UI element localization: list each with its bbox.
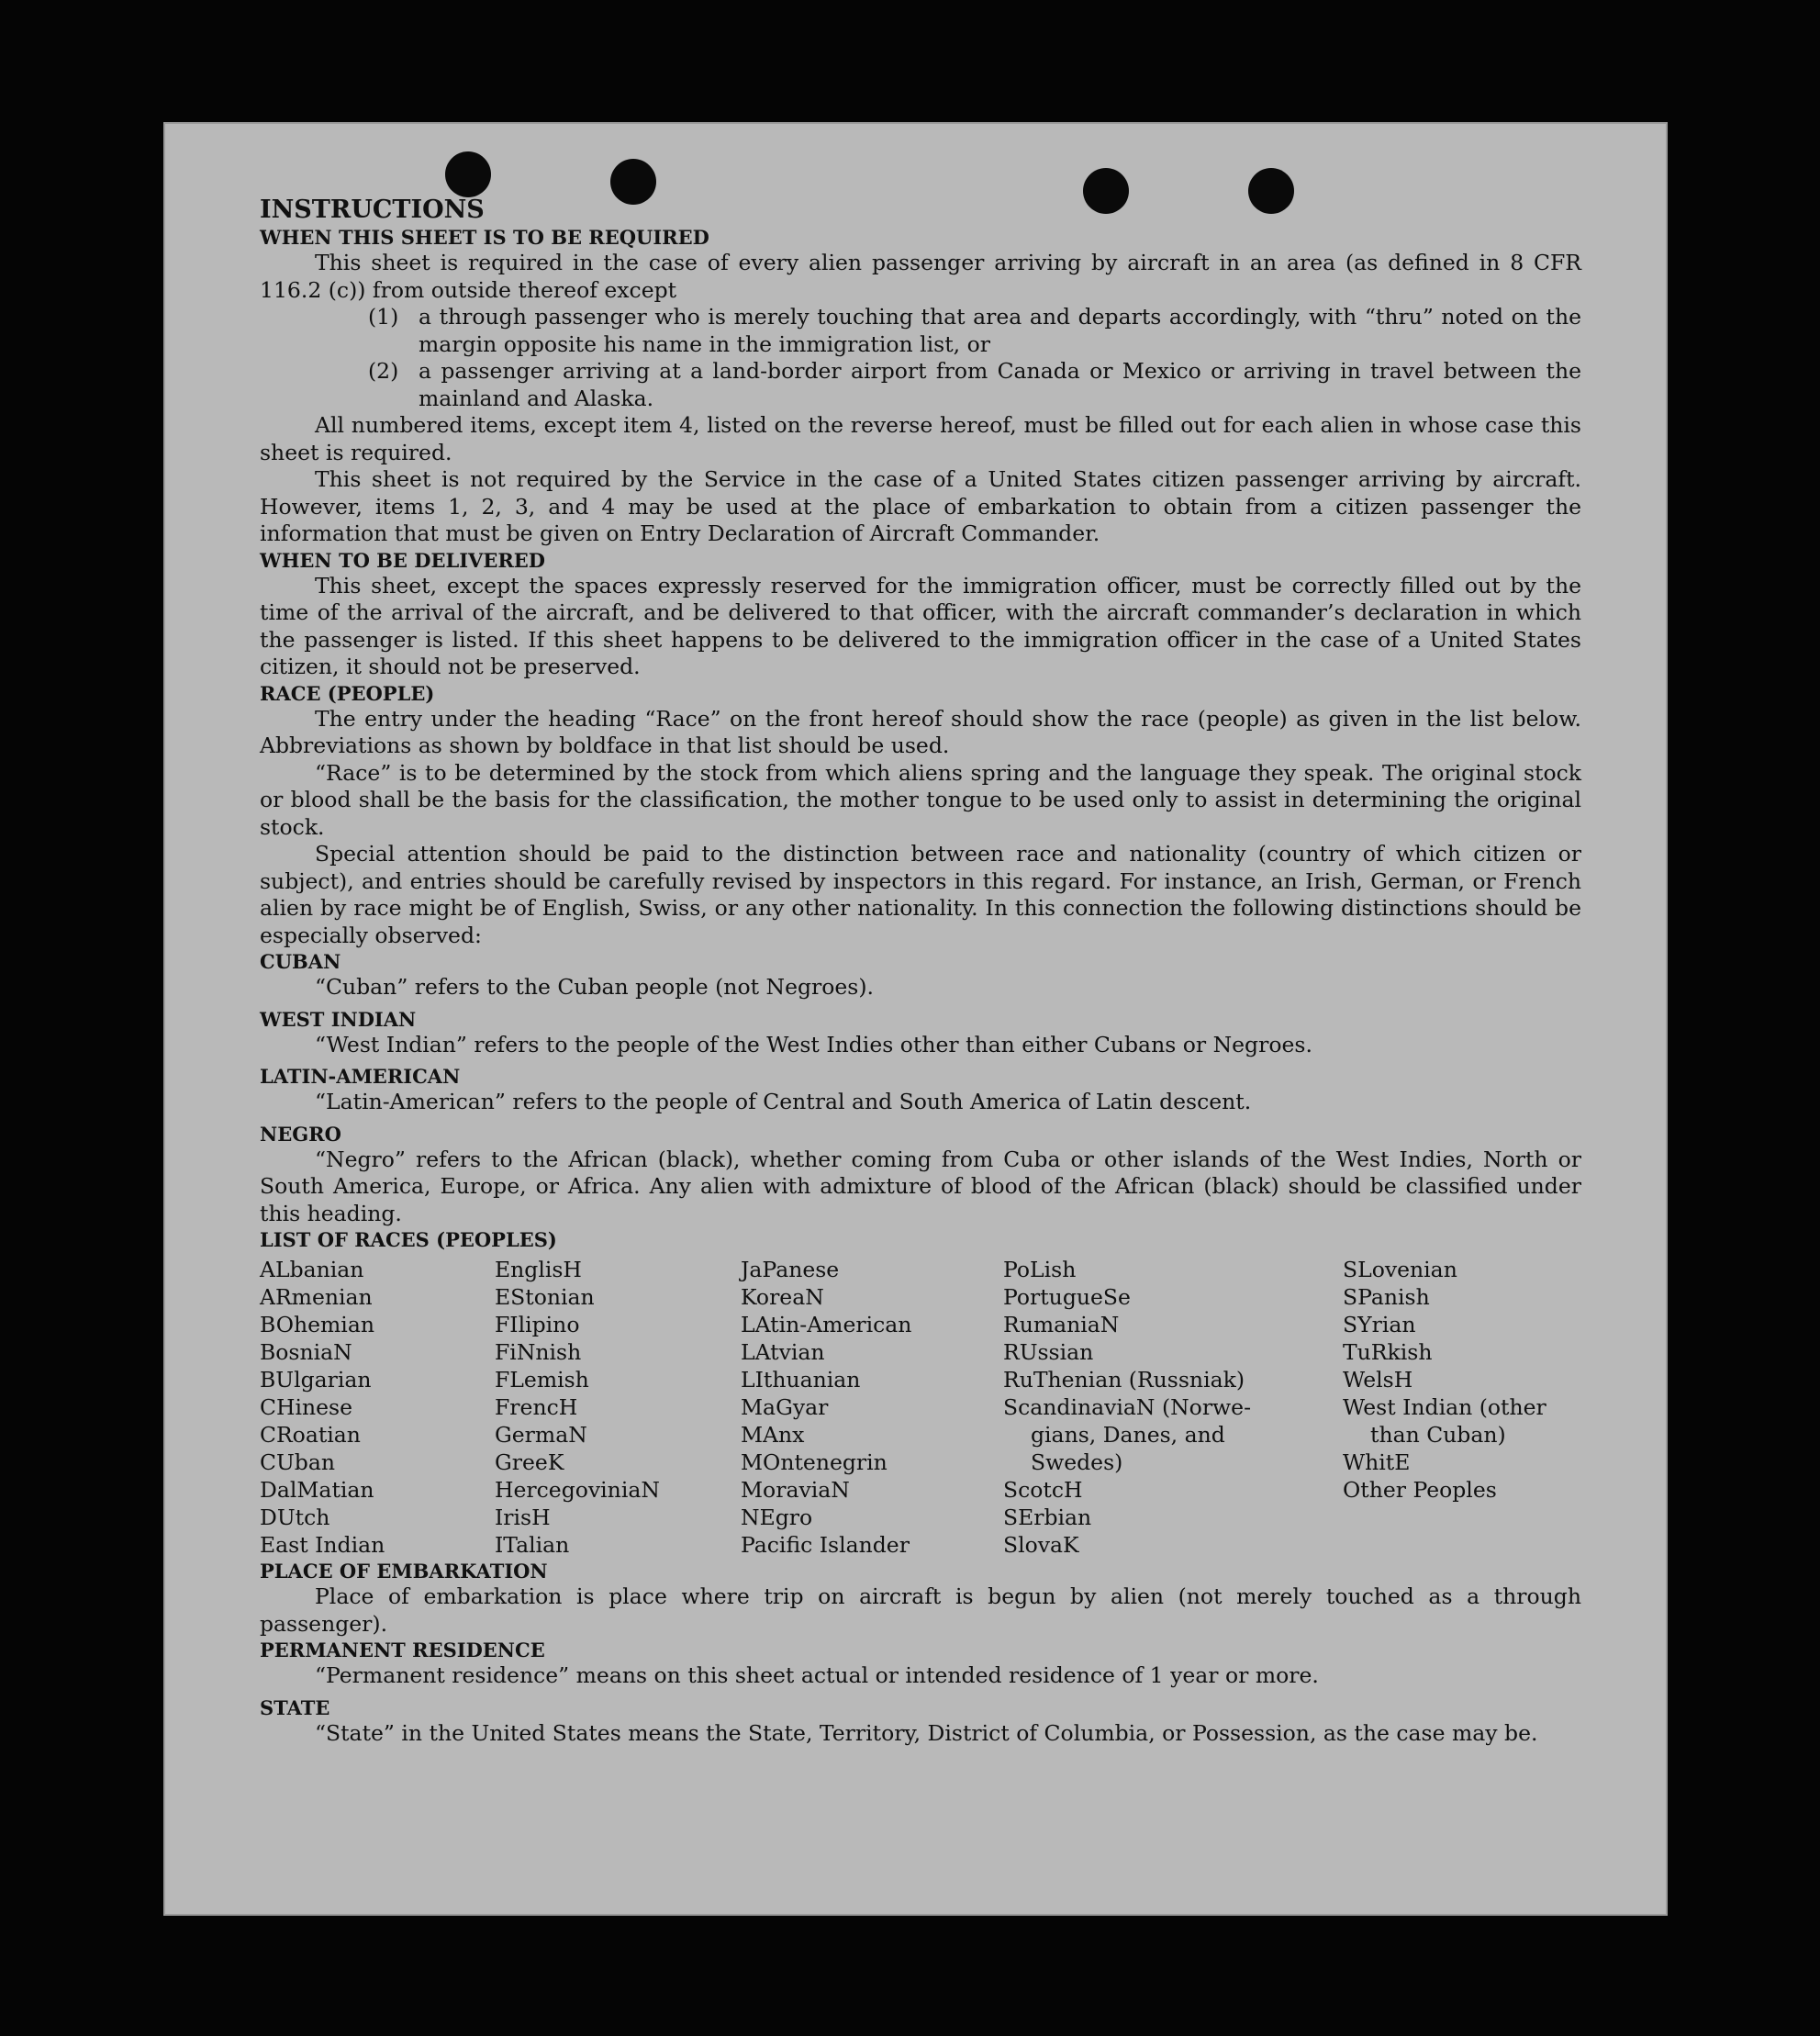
paragraph: Special attention should be paid to the distinction between race and nationality (country of which citizen or subject), and entries should be carefully revised by inspectors in this regard. For instance, an Irish, German, or French alien by race might be of English, Swiss, or any other nationality. In this connection the following distinctions should be especially observed: <box>260 841 1581 948</box>
race-item: BOhemian <box>260 1312 374 1337</box>
race-item: CHinese <box>260 1394 352 1420</box>
item-number: (1) <box>368 304 399 330</box>
race-item: FLemish <box>495 1367 589 1393</box>
paragraph: All numbered items, except item 4, listed on the reverse hereof, must be filled out for each alien in whose case this sheet is required. <box>260 412 1581 465</box>
race-item: ScandinaviaN (Norwe- <box>1003 1394 1252 1420</box>
race-item: CRoatian <box>260 1422 361 1448</box>
item-text: a passenger arriving at a land-border airport from Canada or Mexico or arriving in travel between the mainland and Alaska. <box>419 358 1581 411</box>
paragraph: “State” in the United States means the State, Territory, District of Columbia, or Possession, as the case may be. <box>315 1719 1538 1746</box>
race-item-continuation: gians, Danes, and <box>1031 1422 1225 1448</box>
section-heading: WEST INDIAN <box>260 1007 417 1031</box>
section-heading: NEGRO <box>260 1122 341 1146</box>
item-text: a through passenger who is merely touching that area and departs accordingly, with “thru” noted on the margin opposite his name in the immigration list, or <box>419 304 1581 357</box>
races-column <box>260 1256 495 1559</box>
race-item: Pacific Islander <box>741 1532 910 1558</box>
race-item: KoreaN <box>741 1284 824 1310</box>
races-column <box>495 1256 741 1559</box>
page-title: INSTRUCTIONS <box>260 196 485 224</box>
list-item <box>260 358 1581 412</box>
race-item: SErbian <box>1003 1505 1092 1530</box>
race-item: RumaniaN <box>1003 1312 1120 1337</box>
race-item-continuation: Swedes) <box>1031 1449 1123 1475</box>
paragraph: “Cuban” refers to the Cuban people (not Negroes). <box>315 974 875 1000</box>
race-item: LIthuanian <box>741 1367 861 1393</box>
races-list <box>260 1256 1581 1559</box>
race-item: SLovenian <box>1343 1257 1457 1282</box>
races-column <box>1343 1256 1581 1559</box>
section-heading: LIST OF RACES (PEOPLES) <box>260 1228 557 1251</box>
punch-hole <box>445 151 491 197</box>
paragraph: This sheet is not required by the Service in the case of a United States citizen passenger arriving by aircraft. However, items 1, 2, 3, and 4 may be used at the place of embarkation to obtain from a citizen passenger the information that must be given on Entry Declaration of Aircraft Commander. <box>260 466 1581 546</box>
race-item: RUssian <box>1003 1339 1094 1365</box>
race-item: Other Peoples <box>1343 1477 1497 1503</box>
paragraph: “Permanent residence” means on this sheet actual or intended residence of 1 year or more. <box>315 1662 1319 1688</box>
race-item: LAtvian <box>741 1339 825 1365</box>
paragraph: Place of embarkation is place where trip on aircraft is begun by alien (not merely touched as a through passenger). <box>260 1583 1581 1637</box>
race-item: SlovaK <box>1003 1532 1079 1558</box>
paragraph: “Race” is to be determined by the stock from which aliens spring and the language they speak. The original stock or blood shall be the basis for the classification, the mother tongue to be used only to assist in determining the original stock. <box>260 759 1581 840</box>
race-item: CUban <box>260 1449 335 1475</box>
race-item: TuRkish <box>1343 1339 1433 1365</box>
section-heading: CUBAN <box>260 950 341 973</box>
race-item: GermaN <box>495 1422 587 1448</box>
race-item: HercegoviniaN <box>495 1477 660 1503</box>
list-item <box>260 304 1581 358</box>
paragraph: This sheet is required in the case of every alien passenger arriving by aircraft in an area (as defined in 8 CFR 116.2 (c)) from outside thereof except <box>260 250 1581 303</box>
race-item: West Indian (other <box>1343 1394 1546 1420</box>
race-item: DUtch <box>260 1505 330 1530</box>
race-item: ITalian <box>495 1532 570 1558</box>
race-item-continuation: than Cuban) <box>1370 1422 1506 1448</box>
paragraph: “West Indian” refers to the people of the West Indies other than either Cubans or Negroes. <box>315 1031 1312 1057</box>
paragraph: This sheet, except the spaces expressly reserved for the immigration officer, must be correctly filled out by the time of the arrival of the aircraft, and be delivered to that officer, with the aircraft commander’s declaration in which the passenger is listed. If this sheet happens to be delivered to the immigration officer in the case of a United States citizen, it should not be preserved. <box>260 572 1581 679</box>
race-item: MoraviaN <box>741 1477 850 1503</box>
race-item: MOntenegrin <box>741 1449 888 1475</box>
race-item: SPanish <box>1343 1284 1430 1310</box>
race-item: EStonian <box>495 1284 595 1310</box>
race-item: ARmenian <box>260 1284 373 1310</box>
race-item: MAnx <box>741 1422 805 1448</box>
section-heading: PERMANENT RESIDENCE <box>260 1639 545 1661</box>
races-column <box>1003 1256 1343 1559</box>
paragraph: The entry under the heading “Race” on the front hereof should show the race (people) as given in the list below. Abbreviations as shown by boldface in that list should be used. <box>260 705 1581 758</box>
race-item: PoLish <box>1003 1257 1077 1282</box>
race-item: EnglisH <box>495 1257 582 1282</box>
section-heading: RACE (PEOPLE) <box>260 681 435 705</box>
race-item: SYrian <box>1343 1312 1416 1337</box>
race-item: MaGyar <box>741 1394 829 1420</box>
races-column <box>741 1256 1003 1559</box>
race-item: FiNnish <box>495 1339 582 1365</box>
race-item: IrisH <box>495 1505 551 1530</box>
race-item: BUlgarian <box>260 1367 372 1393</box>
section-heading: WHEN THIS SHEET IS TO BE REQUIRED <box>260 226 709 249</box>
race-item: FrencH <box>495 1394 578 1420</box>
item-number: (2) <box>368 358 399 384</box>
race-item: ScotcH <box>1003 1477 1083 1503</box>
race-item: PortugueSe <box>1003 1284 1131 1310</box>
race-item: East Indian <box>260 1532 385 1558</box>
race-item: NEgro <box>741 1505 813 1530</box>
document-sheet <box>165 124 1666 1914</box>
instructions-content <box>260 196 1581 1747</box>
race-item: GreeK <box>495 1449 564 1475</box>
race-item: WelsH <box>1343 1367 1413 1393</box>
race-item: WhitE <box>1343 1449 1411 1475</box>
section-heading: LATIN-AMERICAN <box>260 1065 461 1088</box>
section-heading: PLACE OF EMBARKATION <box>260 1560 548 1583</box>
race-item: FIlipino <box>495 1312 580 1337</box>
paragraph: “Latin-American” refers to the people of Central and South America of Latin descent. <box>315 1089 1252 1114</box>
section-heading: STATE <box>260 1695 330 1719</box>
paragraph: “Negro” refers to the African (black), whether coming from Cuba or other islands of the West Indies, North or South America, Europe, or Africa. Any alien with admixture of blood of the African (black) should be classified under this heading. <box>260 1146 1581 1226</box>
race-item: ALbanian <box>260 1257 364 1282</box>
race-item: JaPanese <box>741 1257 840 1282</box>
race-item: RuThenian (Russniak) <box>1003 1367 1245 1393</box>
race-item: BosniaN <box>260 1339 352 1365</box>
race-item: LAtin-American <box>741 1312 912 1337</box>
section-heading: WHEN TO BE DELIVERED <box>260 548 546 572</box>
race-item: DalMatian <box>260 1477 374 1503</box>
